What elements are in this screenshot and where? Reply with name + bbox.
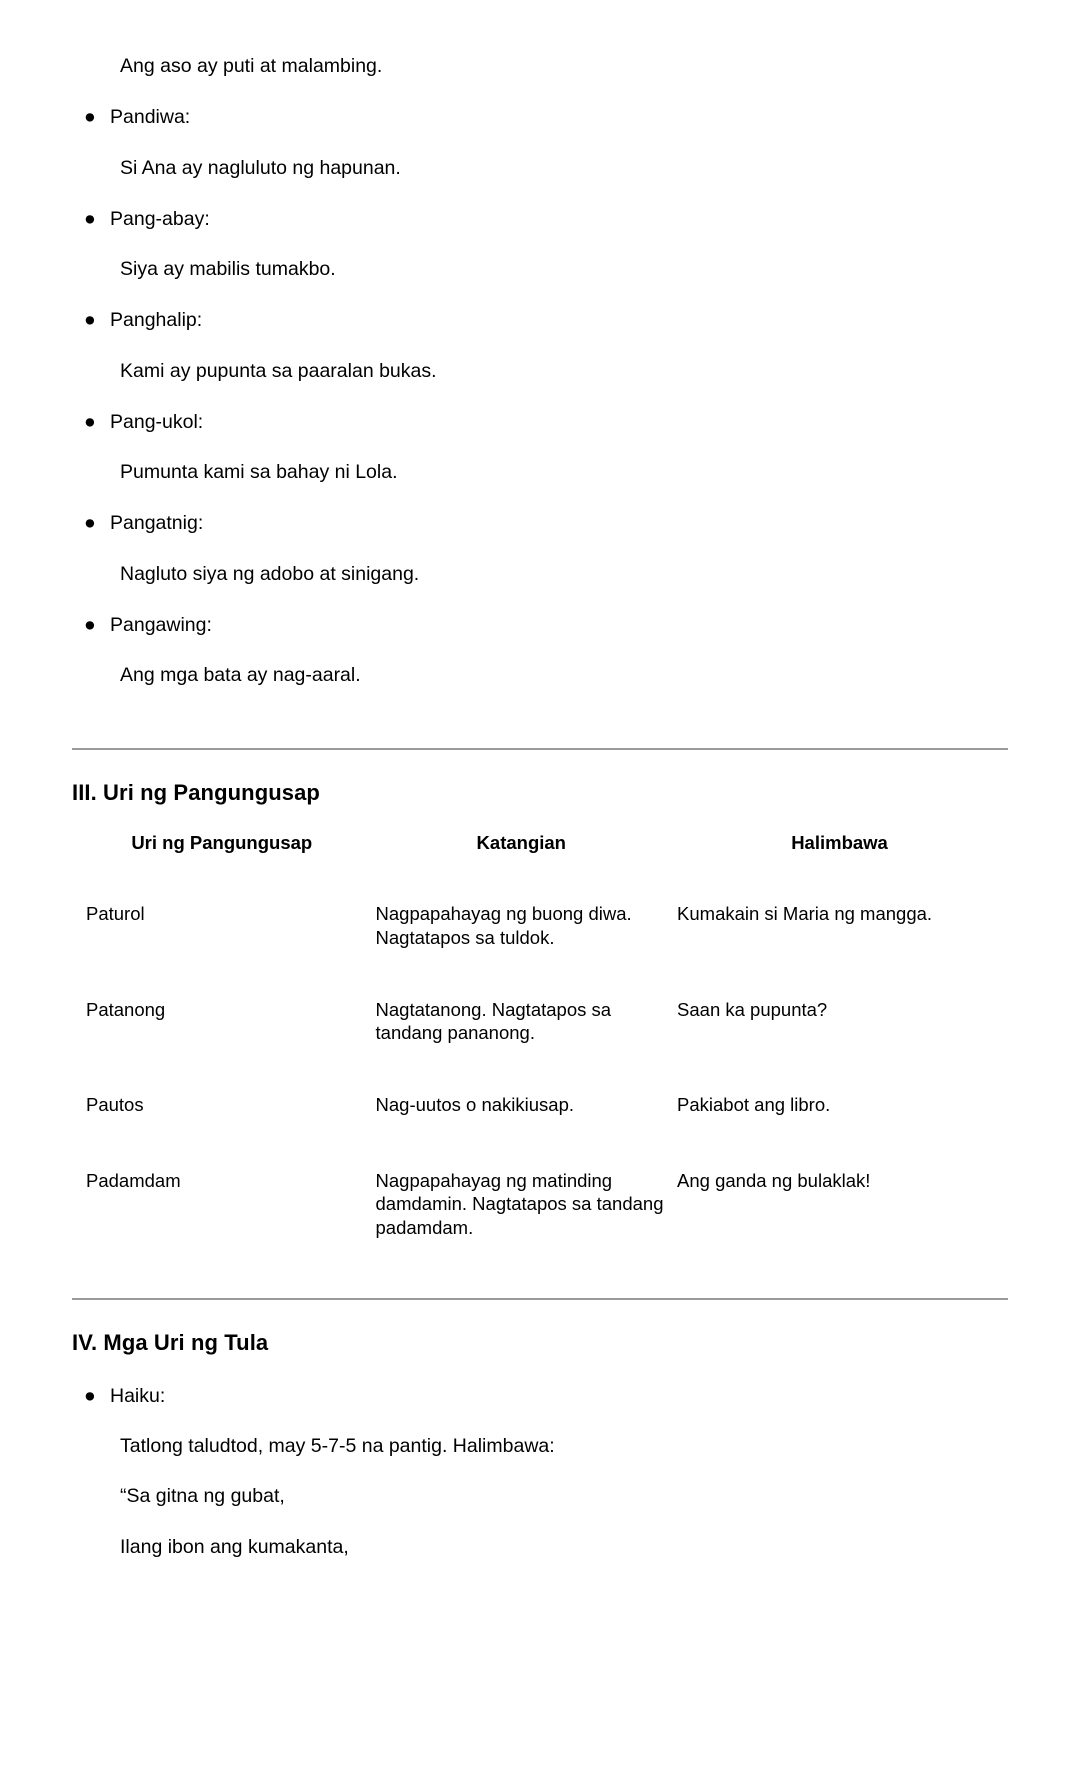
- cell-katangian: Nagpapahayag ng buong diwa. Nagtatapos sa tuldok.: [375, 903, 632, 949]
- list-item-example: Nagluto siya ng adobo at sinigang.: [120, 562, 420, 585]
- list-item: [72, 205, 1008, 233]
- table-header-row: [72, 832, 1008, 854]
- bullet-icon: ●: [84, 207, 96, 230]
- header-spacer: [72, 854, 1008, 902]
- cell-katangian: Nag-uutos o nakikiusap.: [375, 1094, 574, 1116]
- column-header-halimbawa: Halimbawa: [791, 832, 888, 854]
- list-item-example: Siya ay mabilis tumakbo.: [120, 258, 336, 281]
- cell-halimbawa: Kumakain si Maria ng mangga.: [677, 903, 933, 925]
- list-item-label: Pangatnig:: [110, 512, 204, 535]
- cell-katangian: Nagpapahayag ng matinding damdamin. Nagtatapos sa tandang padamdam.: [375, 1169, 664, 1239]
- row-spacer: [72, 1045, 1008, 1093]
- table-row: [72, 1169, 1008, 1240]
- section-heading-four: IV. Mga Uri ng Tula: [72, 1329, 269, 1355]
- cell-uri: Paturol: [86, 903, 145, 925]
- cell-uri: Padamdam: [86, 1169, 181, 1191]
- list-item-example: Ang mga bata ay nag-aaral.: [120, 664, 361, 687]
- bullet-icon: ●: [84, 309, 96, 332]
- bullet-icon: ●: [84, 106, 96, 129]
- section-heading-three: III. Uri ng Pangungusap: [72, 780, 320, 806]
- bullet-icon: ●: [84, 613, 96, 636]
- table-row: [72, 902, 1008, 949]
- list-item-example: Pumunta kami sa bahay ni Lola.: [120, 461, 398, 484]
- cell-katangian: Nagtatanong. Nagtatapos sa tandang pananong.: [375, 998, 612, 1044]
- list-item-label: Pang-ukol:: [110, 410, 204, 433]
- cell-halimbawa: Pakiabot ang libro.: [677, 1094, 831, 1116]
- list-item-label: Pangawing:: [110, 613, 212, 636]
- table-row: [72, 1093, 1008, 1117]
- list-item: [72, 611, 1008, 639]
- cell-uri: Pautos: [86, 1094, 144, 1116]
- haiku-line-one: “Sa gitna ng gubat,: [120, 1485, 285, 1508]
- bullet-icon: ●: [84, 1384, 96, 1407]
- list-item: [72, 408, 1008, 436]
- list-item-label: Pandiwa:: [110, 106, 191, 129]
- row-spacer: [72, 1117, 1008, 1169]
- column-header-uri: Uri ng Pangungusap: [131, 832, 313, 854]
- haiku-description: Tatlong taludtod, may 5-7-5 na pantig. Halimbawa:: [120, 1435, 555, 1458]
- list-item-example: Kami ay pupunta sa paaralan bukas.: [120, 359, 437, 382]
- list-item: [72, 1382, 1008, 1410]
- cell-halimbawa: Ang ganda ng bulaklak!: [677, 1169, 871, 1191]
- table-row: [72, 998, 1008, 1045]
- list-item-label: Haiku:: [110, 1384, 166, 1407]
- cell-halimbawa: Saan ka pupunta?: [677, 998, 828, 1020]
- row-spacer: [72, 950, 1008, 998]
- haiku-line-two: Ilang ibon ang kumakanta,: [120, 1535, 349, 1558]
- list-item-example: Si Ana ay nagluluto ng hapunan.: [120, 156, 401, 179]
- list-item-label: Pang-abay:: [110, 207, 210, 230]
- cell-uri: Patanong: [86, 998, 166, 1020]
- list-item: [72, 509, 1008, 537]
- list-item-label: Panghalip:: [110, 309, 203, 332]
- sentence-types-table: [72, 832, 1008, 1239]
- intro-example-text: Ang aso ay puti at malambing.: [120, 55, 383, 77]
- list-item: [72, 306, 1008, 334]
- bullet-icon: ●: [84, 512, 96, 535]
- list-item: [72, 103, 1008, 131]
- column-header-katangian: Katangian: [476, 832, 566, 854]
- bullet-icon: ●: [84, 410, 96, 433]
